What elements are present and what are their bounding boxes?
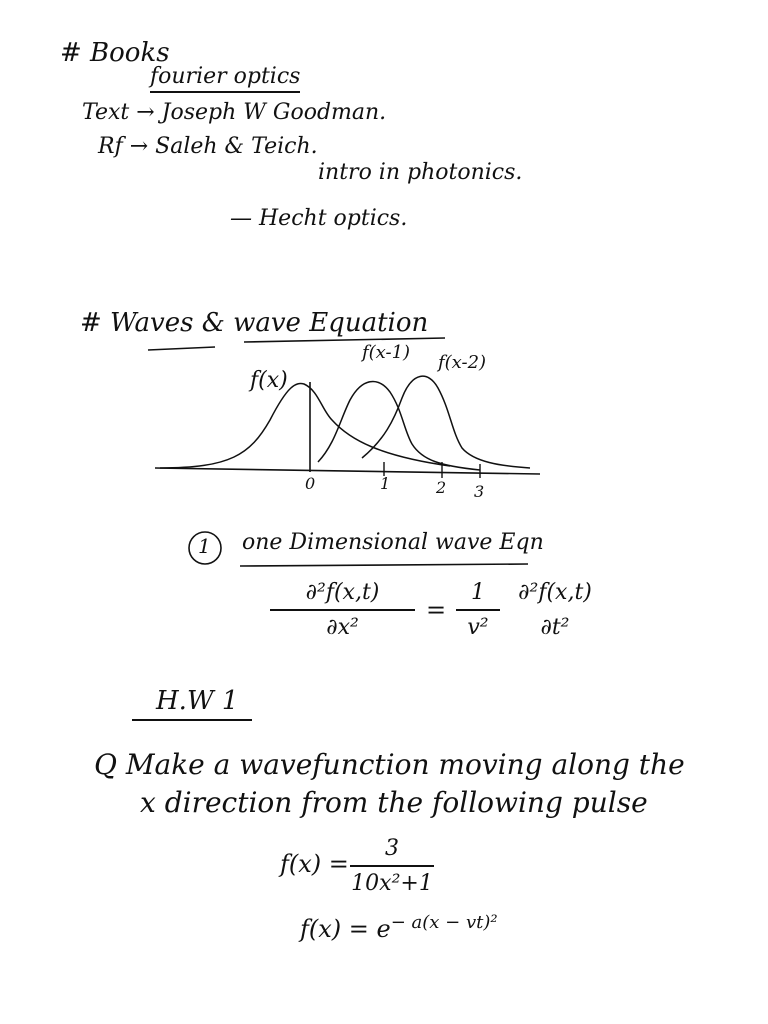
tick-label-3: 3 xyxy=(474,482,485,501)
pulse2-expression xyxy=(300,912,498,943)
question-line-1: Q Make a wavefunction moving along the xyxy=(94,748,685,781)
label-fx-2: f(x-2) xyxy=(438,352,487,373)
pulse1-fraction xyxy=(350,836,434,896)
coef-fraction xyxy=(456,580,500,640)
pulse1-numerator: 3 xyxy=(385,836,399,861)
rhs-denominator: ∂t² xyxy=(540,615,570,640)
coef-numerator: 1 xyxy=(471,580,485,605)
pulse-fx-2 xyxy=(362,376,530,468)
wave-eqn-heading: one Dimensional wave Eqn xyxy=(242,530,544,555)
text-reference: Text → Joseph W Goodman. xyxy=(82,100,387,125)
label-fx-1: f(x-1) xyxy=(362,342,411,363)
tick-label-2: 2 xyxy=(436,478,447,497)
pulse-fx xyxy=(160,384,450,468)
waves-heading: # Waves & wave Equation xyxy=(80,308,429,338)
tick-label-1: 1 xyxy=(380,474,391,493)
coef-denominator: v² xyxy=(467,615,489,640)
rhs-numerator: ∂²f(x,t) xyxy=(518,580,592,605)
heading-number: 1 xyxy=(198,534,211,558)
label-fx: f(x) xyxy=(250,368,288,393)
books-subtitle: fourier optics xyxy=(150,64,300,93)
underline-waves xyxy=(148,347,215,350)
reference-line: Rf → Saleh & Teich. xyxy=(98,134,318,159)
hecht-reference: — Hecht optics. xyxy=(230,206,408,231)
x-axis xyxy=(155,468,540,474)
underline-wave-eqn xyxy=(240,564,528,566)
question-line-2: x direction from the following pulse xyxy=(140,786,648,819)
pulse2-exponent: − a(x − vt)² xyxy=(390,912,498,933)
pulse2-base: f(x) = e xyxy=(300,915,391,943)
reference-sub: intro in photonics. xyxy=(318,160,523,185)
hw-heading: H.W 1 xyxy=(156,686,239,716)
pulse1-lhs: f(x) = xyxy=(280,850,349,878)
equals-sign: = xyxy=(426,596,447,624)
books-heading: # Books xyxy=(60,38,170,68)
lhs-fraction xyxy=(270,580,415,640)
pulse-fx-1 xyxy=(318,382,480,470)
underline-wave-equation xyxy=(244,338,445,342)
rhs-fraction xyxy=(500,580,610,640)
pulse1-denominator: 10x²+1 xyxy=(351,871,433,896)
lhs-denominator: ∂x² xyxy=(326,615,359,640)
lhs-numerator: ∂²f(x,t) xyxy=(305,580,380,605)
tick-label-0: 0 xyxy=(305,474,316,493)
